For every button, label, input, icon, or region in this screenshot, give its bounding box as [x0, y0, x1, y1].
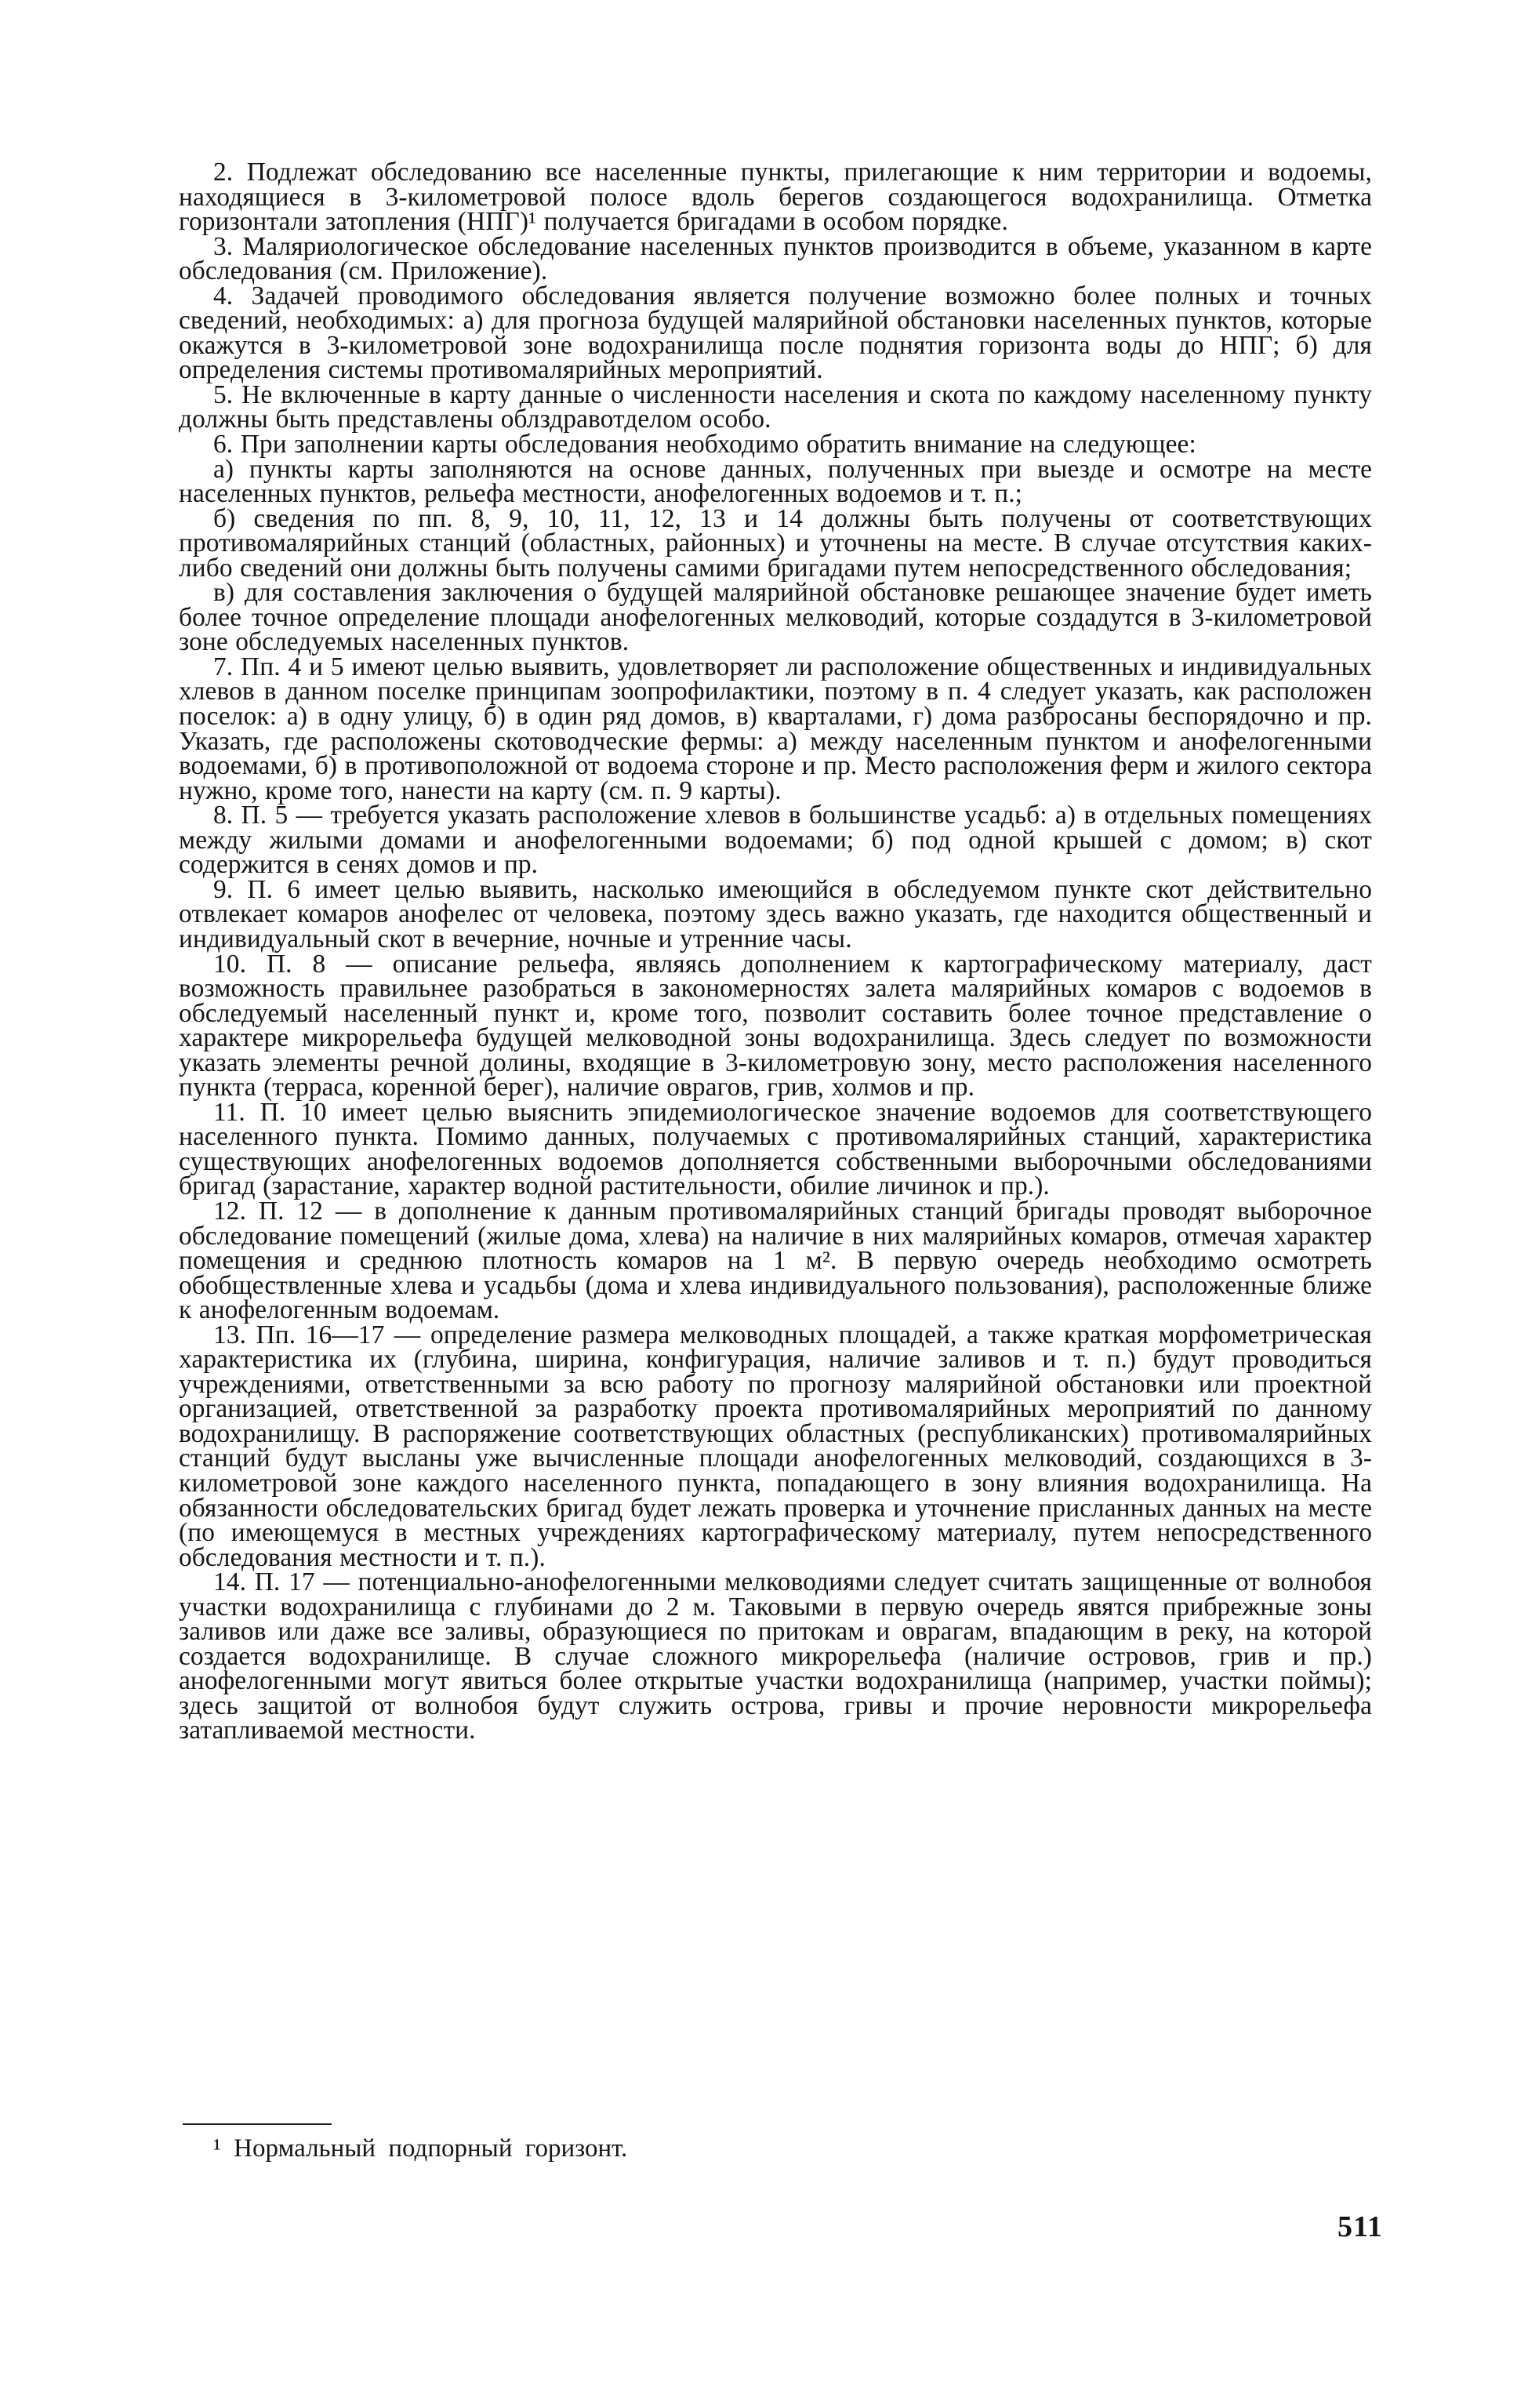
- paragraph-6c: в) для составления заключения о будущей малярийной обстановке решающее значение будет иметь более точное определение площади анофелогенных мелководий, которые создадутся в 3-километровой зоне обследуемых населенных пунктов.: [179, 578, 1372, 657]
- paragraph-3: 3. Маляриологическое обследование населенных пунктов производится в объеме, указанном в карте обследования (см. Приложение).: [179, 231, 1372, 286]
- paragraph-6b: б) сведения по пп. 8, 9, 10, 11, 12, 13 и 14 должны быть получены от соответствующих противомалярийных станций (областных, районных) и уточнены на месте. В случае отсутствия каких-либо сведений они должны быть получены самими бригадами путем непосредственного обследования;: [179, 503, 1372, 583]
- paragraph-6: 6. При заполнении карты обследования необходимо обратить внимание на следующее:: [213, 430, 1196, 459]
- page-body: [179, 160, 1372, 1743]
- paragraph-7: 7. Пп. 4 и 5 имеют целью выявить, удовлетворяет ли расположение общественных и индивидуальных хлевов в данном поселке принципам зоопрофилактики, поэтому в п. 4 следует указать, как расположен поселок: а) в одну улицу, б) в один ряд домов, в) кварталами, г) дома разбросаны беспорядочно и пр. Указать, где расположены скотоводческие фермы: а) между населенным пунктом и анофелогенными водоемами, б) в противоположной от водоема стороне и пр. Место расположения ферм и жилого сектора нужно, кроме того, нанести на карту (см. п. 9 карты).: [179, 652, 1372, 805]
- paragraph-14: 14. П. 17 — потенциально-анофелогенными мелководиями следует считать защищенные от волнобоя участки водохранилища с глубинами до 2 м. Таковыми в первую очередь явятся прибрежные зоны заливов или даже все заливы, образующиеся по притокам и оврагам, впадающим в реку, на которой создается водохранилище. В случае сложного микрорельефа (наличие островов, грив и пр.) анофелогенными могут явиться более открытые участки водохранилища (например, участки поймы); здесь защитой от волнобоя будут служить острова, гривы и прочие неровности микрорельефа затапливаемой местности.: [179, 1567, 1372, 1745]
- footnote: ¹ Нормальный подпорный горизонт.: [213, 2134, 628, 2163]
- paragraph-11: 11. П. 10 имеет целью выяснить эпидемиологическое значение водоемов для соответствующего населенного пункта. Помимо данных, получаемых с противомалярийных станций, характеристика существующих анофелогенных водоемов дополняется собственными выборочными обследованиями бригад (зарастание, характер водной растительности, обилие личинок и пр.).: [179, 1097, 1372, 1201]
- paragraph-2: 2. Подлежат обследованию все населенные пункты, прилегающие к ним территории и водоемы, находящиеся в 3-километровой полосе вдоль берегов создающегося водохранилища. Отметка горизонтали затопления (НПГ)¹ получается бригадами в особом порядке.: [179, 158, 1372, 237]
- main-text: [179, 160, 1372, 1743]
- footnote-divider: [183, 2123, 332, 2125]
- paragraph-10: 10. П. 8 — описание рельефа, являясь дополнением к картографическому материалу, даст возможность правильнее разобраться в закономерностях залета малярийных комаров с водоемов в обследуемый населенный пункт и, кроме того, позволит составить более точное представление о характере микрорельефа будущей мелководной зоны водохранилища. Здесь следует по возможности указать элементы речной долины, входящие в 3-километровую зону, место расположения населенного пункта (терраса, коренной берег), наличие оврагов, грив, холмов и пр.: [179, 949, 1372, 1102]
- paragraph-4: 4. Задачей проводимого обследования является получение возможно более полных и точных сведений, необходимых: а) для прогноза будущей малярийной обстановки населенных пунктов, которые окажутся в 3-километровой зоне водохранилища после поднятия горизонта воды до НПГ; б) для определения системы противомалярийных мероприятий.: [179, 281, 1372, 385]
- paragraph-6a: а) пункты карты заполняются на основе данных, полученных при выезде и осмотре на месте населенных пунктов, рельефа местности, анофелогенных водоемов и т. п.;: [179, 454, 1372, 509]
- paragraph-8: 8. П. 5 — требуется указать расположение хлевов в большинстве усадьб: а) в отдельных помещениях между жилыми домами и анофелогенными водоемами; б) под одной крышей с домом; в) скот содержится в сенях домов и пр.: [179, 801, 1372, 880]
- paragraph-12: 12. П. 12 — в дополнение к данным противомалярийных станций бригады проводят выборочное обследование помещений (жилые дома, хлева) на наличие в них малярийных комаров, отмечая характер помещения и среднюю плотность комаров на 1 м². В первую очередь необходимо осмотреть обобществленные хлева и усадьбы (дома и хлева индивидуального пользования), расположенные ближе к анофелогенным водоемам.: [179, 1196, 1372, 1325]
- page-number: 511: [1337, 2210, 1383, 2243]
- paragraph-13: 13. Пп. 16—17 — определение размера мелководных площадей, а также краткая морфометрическая характеристика их (глубина, ширина, конфигурация, наличие заливов и т. п.) будут проводиться учреждениями, ответственными за всю работу по прогнозу малярийной обстановки или проектной организацией, ответственной за разработку проекта противомалярийных мероприятий по данному водохранилищу. В распоряжение соответствующих областных (республиканских) противомалярийных станций будут высланы уже вычисленные площади анофелогенных мелководий, создающихся в 3-километровой зоне каждого населенного пункта, попадающего в зону влияния водохранилища. На обязанности обследовательских бригад будет лежать проверка и уточнение присланных данных на месте (по имеющемуся в местных учреждениях картографическому материалу, путем непосредственного обследования местности и т. п.).: [179, 1320, 1372, 1572]
- paragraph-5: 5. Не включенные в карту данные о численности населения и скота по каждому населенному пункту должны быть представлены облздравотделом особо.: [179, 380, 1372, 434]
- paragraph-9: 9. П. 6 имеет целью выявить, насколько имеющийся в обследуемом пункте скот действительно отвлекает комаров анофелес от человека, поэтому здесь важно указать, где находится общественный и индивидуальный скот в вечерние, ночные и утренние часы.: [179, 874, 1372, 953]
